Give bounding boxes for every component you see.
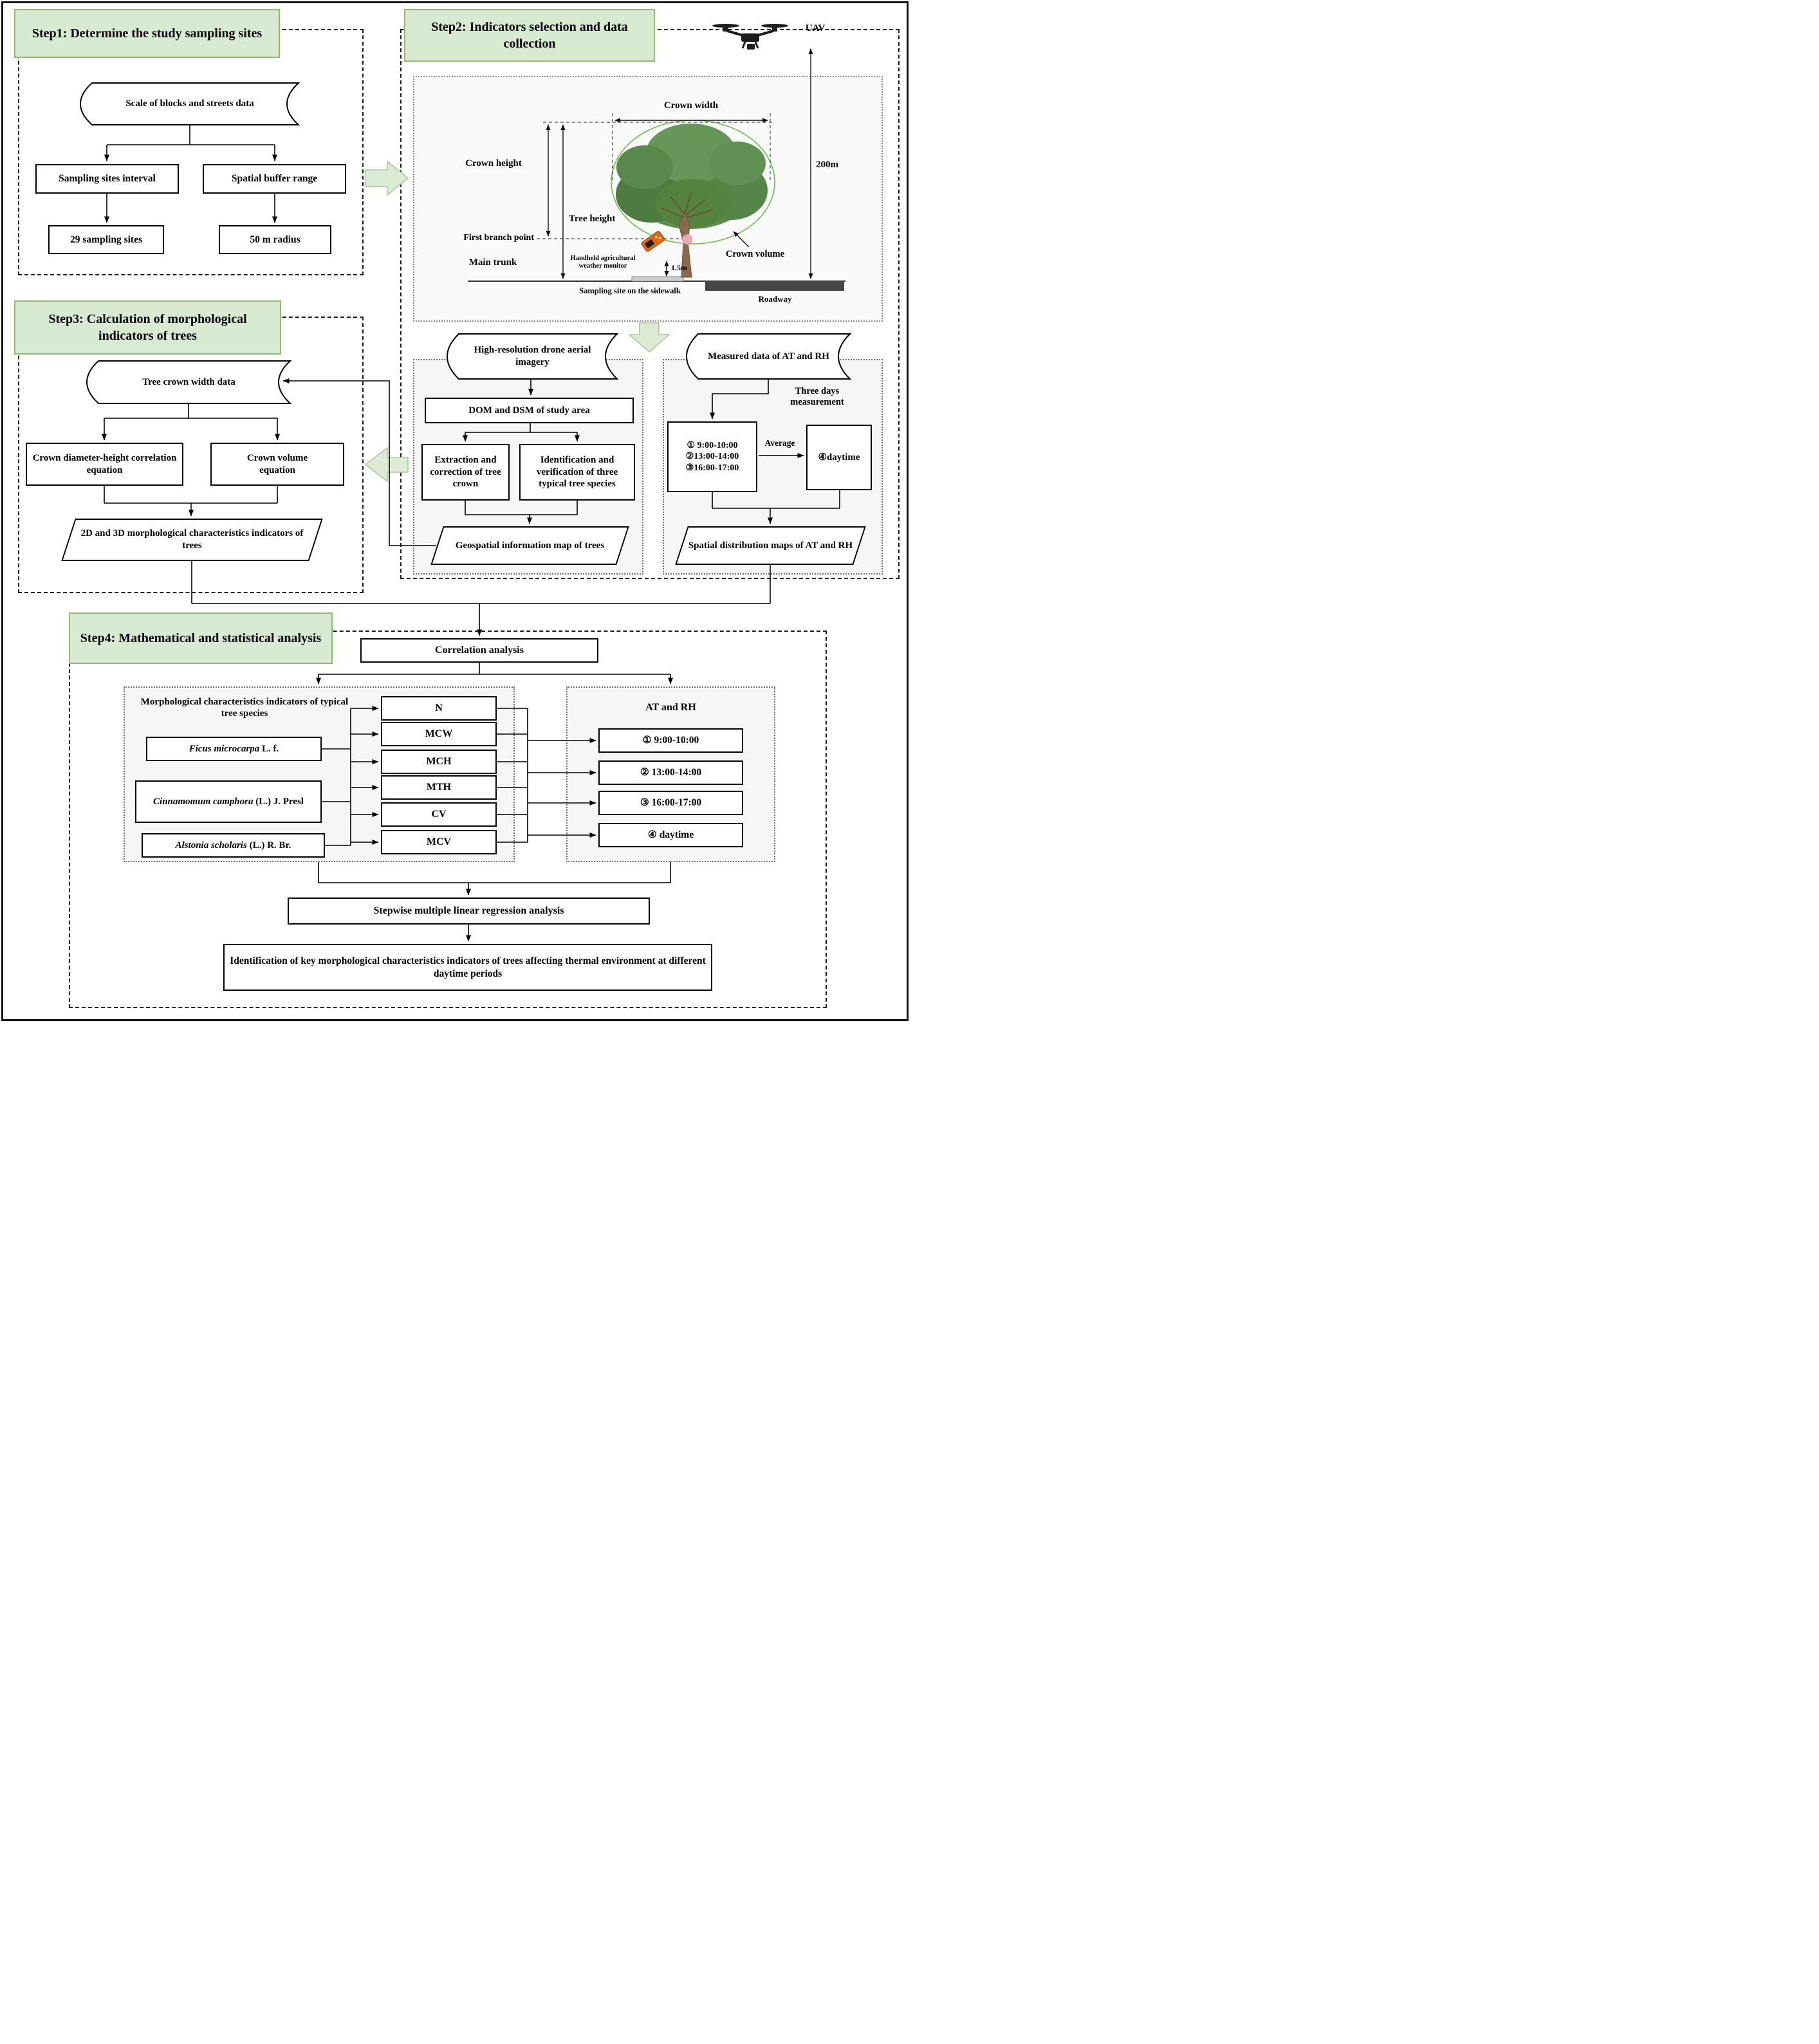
morphological-indicators-parallelogram bbox=[59, 519, 325, 561]
step4-header: Step4: Mathematical and statistical analysis bbox=[69, 612, 333, 664]
spatial-distribution-parallelogram bbox=[672, 526, 869, 565]
flowchart-figure bbox=[0, 0, 910, 1022]
three-days-line2: measurement bbox=[790, 397, 844, 408]
sampling-sites-interval-box: Sampling sites interval bbox=[35, 164, 179, 194]
handheld-monitor-label-line1: Handheld agricultural bbox=[570, 255, 636, 262]
handheld-monitor-label-line2: weather monitor bbox=[578, 262, 627, 270]
spatial-buffer-range-box: Spatial buffer range bbox=[203, 164, 346, 194]
average-label: Average bbox=[764, 438, 795, 448]
first-branch-point-marker bbox=[683, 235, 692, 244]
indicator-mcv-box: MCV bbox=[381, 830, 497, 854]
dom-dsm-box: DOM and DSM of study area bbox=[425, 398, 634, 423]
tree-height-label: Tree height bbox=[569, 214, 616, 224]
atrh-time1-box: ① 9:00-10:00 bbox=[598, 728, 743, 753]
three-days-line1: Three days bbox=[795, 386, 840, 396]
species-cinnamomum-name: Cinnamomum camphora bbox=[153, 796, 254, 807]
three-days-measurement-label bbox=[772, 386, 862, 409]
morphological-indicators-label: 2D and 3D morphological characteristics indicators of trees bbox=[80, 528, 304, 551]
buffer-radius-box: 50 m radius bbox=[219, 225, 331, 254]
geospatial-map-label: Geospatial information map of trees bbox=[455, 540, 605, 551]
indicator-mch-box: MCH bbox=[381, 750, 497, 774]
step1-header: Step1: Determine the study sampling sites bbox=[14, 9, 280, 58]
species-cinnamomum-box bbox=[135, 780, 322, 823]
measure-time-3: ③16:00-17:00 bbox=[685, 463, 739, 473]
crown-width-label: Crown width bbox=[663, 100, 719, 111]
measure-times-box bbox=[667, 421, 757, 492]
species-alstonia-name: Alstonia scholaris bbox=[175, 840, 247, 851]
atrh-daytime-box: ④ daytime bbox=[598, 823, 743, 847]
measure-time-2: ②13:00-14:00 bbox=[685, 452, 739, 462]
blocks-streets-data-label: Scale of blocks and streets data bbox=[125, 98, 254, 109]
species-ficus-box bbox=[146, 737, 322, 761]
spatial-distribution-label: Spatial distribution maps of AT and RH bbox=[688, 540, 853, 551]
atrh-time2-box: ② 13:00-14:00 bbox=[598, 760, 743, 785]
measured-atrh-shape bbox=[687, 333, 851, 380]
indicator-cv-box: CV bbox=[381, 802, 497, 827]
stepwise-regression-box: Stepwise multiple linear regression analysis bbox=[288, 898, 650, 925]
sidewalk-block bbox=[632, 277, 683, 281]
sampling-sites-count-box: 29 sampling sites bbox=[48, 225, 164, 254]
geospatial-map-parallelogram bbox=[428, 526, 632, 565]
device-height-label: 1.5m bbox=[671, 263, 687, 272]
crown-volume-label: Crown volume bbox=[725, 249, 785, 259]
species-cinnamomum-author: (L.) J. Presl bbox=[253, 796, 304, 807]
roadway-block bbox=[705, 281, 844, 291]
sidewalk-label: Sampling site on the sidewalk bbox=[579, 286, 681, 295]
uav-height-label: 200m bbox=[816, 160, 838, 170]
species-alstonia-author: (L.) R. Br. bbox=[246, 840, 291, 851]
tree-crown-width-data-shape bbox=[87, 360, 291, 404]
daytime-box: ④daytime bbox=[806, 425, 872, 490]
tree-crown-width-data-label: Tree crown width data bbox=[142, 376, 235, 387]
step2-header: Step2: Indicators selection and data collection bbox=[404, 9, 655, 62]
measure-time-1: ① 9:00-10:00 bbox=[687, 440, 738, 450]
morphology-group-title: Morphological characteristics indicators of typical tree species bbox=[140, 697, 349, 719]
species-ficus-author: L. f. bbox=[259, 743, 279, 754]
crown-diameter-height-equation-box: Crown diameter-height correlation equation bbox=[26, 443, 183, 486]
atrh-group-title: AT and RH bbox=[645, 702, 696, 713]
identification-verification-box: Identification and verification of three typical tree species bbox=[519, 444, 635, 501]
indicator-mcw-box: MCW bbox=[381, 722, 497, 746]
indicator-mth-box: MTH bbox=[381, 775, 497, 800]
step3-header: Step3: Calculation of morphological indicators of trees bbox=[14, 300, 281, 354]
handheld-monitor-icon bbox=[641, 230, 665, 252]
crown-height-label: Crown height bbox=[465, 158, 522, 169]
tree-crown bbox=[616, 124, 768, 229]
blocks-streets-data-shape bbox=[80, 82, 299, 125]
uav-label: UAV bbox=[805, 23, 826, 33]
crown-volume-equation-box: Crown volume equation bbox=[210, 443, 344, 486]
handheld-monitor-label bbox=[561, 255, 645, 271]
correlation-analysis-box: Correlation analysis bbox=[360, 638, 598, 663]
crown-volume-pointer-arrow bbox=[734, 232, 749, 247]
atrh-time3-box: ③ 16:00-17:00 bbox=[598, 791, 743, 815]
extraction-correction-box: Extraction and correction of tree crown bbox=[421, 444, 510, 501]
first-branch-point-label: First branch point bbox=[463, 233, 534, 243]
measured-atrh-label: Measured data of AT and RH bbox=[708, 351, 829, 362]
main-trunk-label: Main trunk bbox=[468, 257, 517, 268]
drone-imagery-label: High-resolution drone aerial imagery bbox=[474, 345, 591, 367]
species-alstonia-box bbox=[142, 833, 325, 858]
key-indicators-identification-box: Identification of key morphological characteristics indicators of trees affecting thermal environment at different daytime periods bbox=[223, 944, 712, 991]
species-ficus-name: Ficus microcarpa bbox=[189, 743, 260, 754]
drone-imagery-shape bbox=[447, 333, 618, 380]
roadway-label: Roadway bbox=[758, 294, 792, 304]
indicator-n-box: N bbox=[381, 696, 497, 721]
